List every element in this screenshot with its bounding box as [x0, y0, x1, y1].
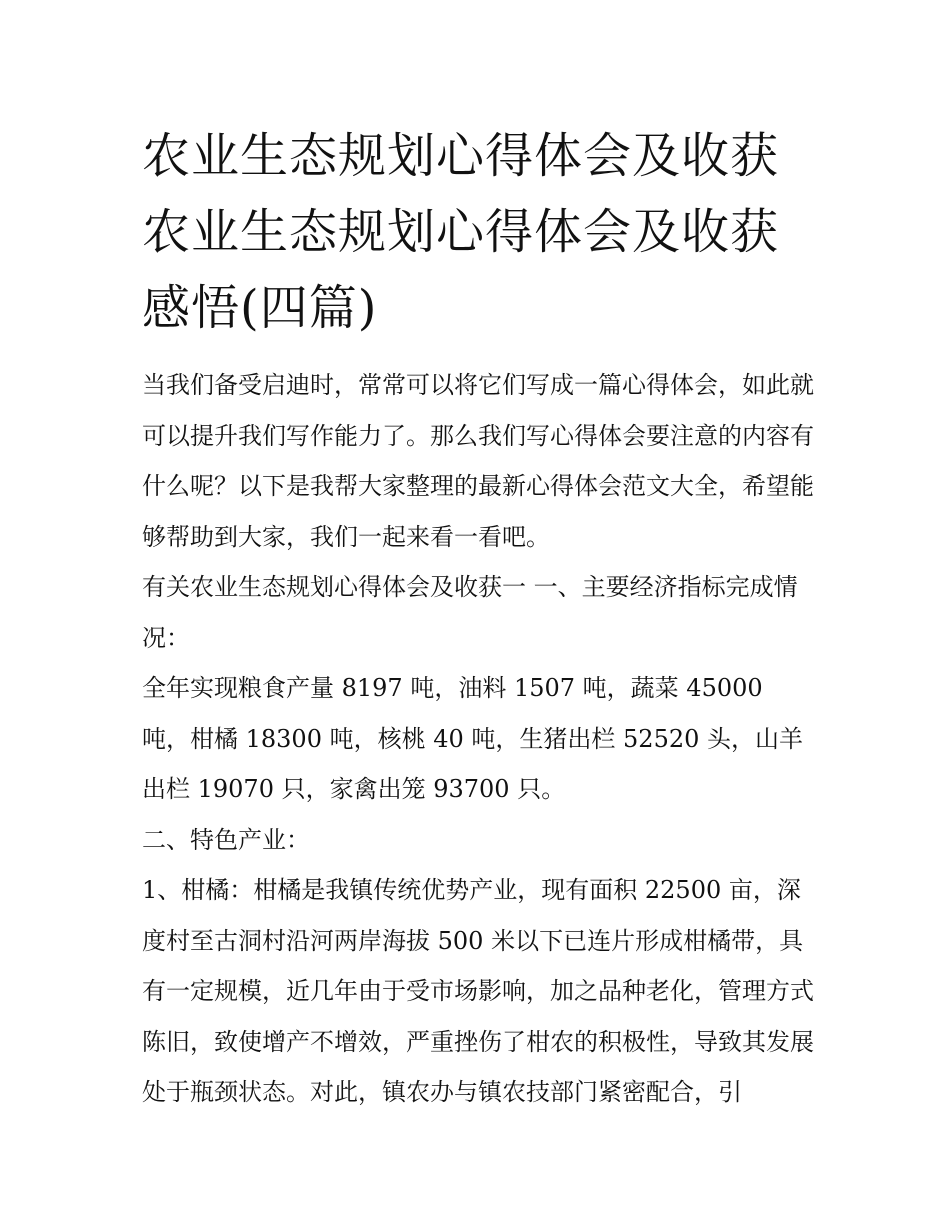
document-title: 农业生态规划心得体会及收获农业生态规划心得体会及收获感悟(四篇): [142, 128, 780, 336]
section-one-heading: 有关农业生态规划心得体会及收获一 一、主要经济指标完成情况：: [142, 573, 798, 652]
section-two-heading: 二、特色产业：: [142, 825, 310, 854]
document-page: [142, 118, 814, 1118]
citrus-paragraph: 1、柑橘：柑橘是我镇传统优势产业，现有面积 22500 亩，深度村至古洞村沿河两岸海拔 500 米以下已连片形成柑橘带，具有一定规模，近几年由于受市场影响，加之品种老化，管理方式陈旧，致使增产不增效，严重挫伤了柑农的积极性，导致其发展处于瓶颈状态。对此，镇农办与镇农技部门紧密配合，引: [142, 876, 814, 1106]
intro-paragraph: 当我们备受启迪时，常常可以将它们写成一篇心得体会，如此就可以提升我们写作能力了。那么我们写心得体会要注意的内容有什么呢？以下是我帮大家整理的最新心得体会范文大全，希望能够帮助到大家，我们一起来看一看吧。: [142, 371, 814, 551]
indicators-paragraph: 全年实现粮食产量 8197 吨，油料 1507 吨，蔬菜 45000 吨，柑橘 18300 吨，核桃 40 吨，生猪出栏 52520 头，山羊出栏 19070 只，家禽出笼 93700 只。: [142, 674, 804, 803]
